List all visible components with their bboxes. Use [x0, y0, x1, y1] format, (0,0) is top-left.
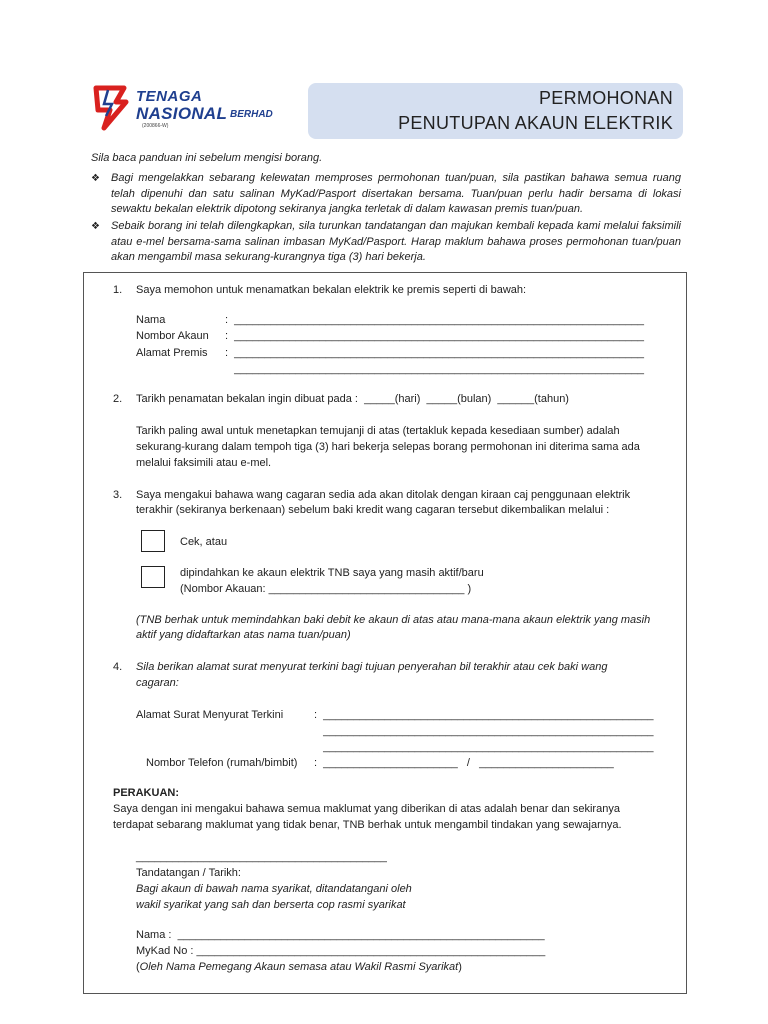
cek-checkbox[interactable]	[141, 530, 165, 552]
tarikh-penamatan-field[interactable]: Tarikh penamatan bekalan ingin dibuat pada : _____(hari) _____(bulan) ______(tahun)	[136, 393, 569, 405]
alamat-premis-label: Alamat Premis	[136, 347, 208, 359]
perakuan-heading: PERAKUAN:	[113, 787, 179, 799]
section-2-note-line3: melalui faksimili atau e-mel.	[136, 457, 272, 469]
instruction-bullet-2-text: Sebaik borang ini telah dilengkapkan, sila turunkan tandatangan dan majukan kembali kepada kami melalui faksimili atau e-mel bersama-sama salinan imbasan MyKad/Pasport. Harap maklum bahawa proses permohonan tuan/puan akan mengambil masa sekurang-kurangnya tiga (3) hari bekerja.	[111, 220, 681, 263]
tnb-logo	[90, 82, 290, 134]
signatory-name-field[interactable]: Nama : ____________________________________________________________	[136, 929, 545, 941]
nombor-telefon-field[interactable]: : ______________________ / ______________________	[314, 757, 614, 769]
section-4-text-line2: cagaran:	[136, 677, 179, 689]
section-3-text-line2: terakhir (sekiranya berkenaan) sebelum baki kredit wang cagaran tersebut dikembalikan melalui :	[136, 504, 610, 516]
section-2-number: 2.	[113, 393, 123, 405]
logo-word-tenaga: TENAGA	[136, 88, 203, 105]
logo-registration: (200866-W)	[142, 123, 169, 129]
nombor-akaun-field[interactable]: : ___________________________________________________________________	[225, 330, 645, 342]
footer-close-paren: )	[458, 961, 462, 973]
alamat-surat-label: Alamat Surat Menyurat Terkini	[136, 709, 284, 721]
instruction-bullet-1-text: Bagi mengelakkan sebarang kelewatan memproses permohonan tuan/puan, sila pastikan bahawa semua ruang telah dipenuhi dan satu salinan MyKad/Pasport disertakan bersama. Tuan/puan perlu hadir bersama di lokasi sewaktu bekalan elektrik dipotong sekiranya jangka terletak di dalam kawasan premis tuan/puan.	[111, 172, 681, 215]
signature-note-line2: wakil syarikat yang sah dan berserta cop rasmi syarikat	[136, 899, 406, 911]
signature-label: Tandatangan / Tarikh:	[136, 867, 241, 879]
section-3-number: 3.	[113, 489, 123, 501]
form-title-line1: PERMOHONAN	[538, 88, 673, 108]
bullet-diamond-icon: ❖	[91, 221, 100, 232]
alamat-surat-field-2[interactable]: ______________________________________________________	[314, 725, 654, 737]
section-3-note-line2: aktif yang didaftarkan atas nama tuan/puan)	[136, 629, 351, 641]
perakuan-text-line2: terdapat sebarang maklumat yang tidak benar, TNB berhak untuk mengambil tindakan yang sewajarnya.	[113, 819, 622, 831]
transfer-option-label: dipindahkan ke akaun elektrik TNB saya yang masih aktif/baru	[180, 567, 484, 579]
logo-word-berhad: BERHAD	[230, 109, 273, 120]
instruction-bullet-1	[91, 171, 681, 218]
signature-note-line1: Bagi akaun di bawah nama syarikat, ditandatangani oleh	[136, 883, 412, 895]
section-1-text: Saya memohon untuk menamatkan bekalan elektrik ke premis seperti di bawah:	[136, 284, 527, 296]
transfer-account-checkbox[interactable]	[141, 566, 165, 588]
alamat-premis-field[interactable]: : ___________________________________________________________________	[225, 347, 645, 359]
section-3-text-line1: Saya mengakui bahawa wang cagaran sedia ada akan ditolak dengan kiraan caj penggunaan elektrik	[136, 489, 631, 501]
signatory-footer	[136, 960, 462, 975]
form-title-box	[308, 83, 683, 139]
instruction-bullet-2	[91, 219, 681, 266]
bullet-diamond-icon: ❖	[91, 173, 100, 184]
nombor-akauan-field[interactable]: (Nombor Akauan: ________________________________ )	[180, 583, 472, 595]
alamat-premis-field-2[interactable]: ___________________________________________________________________	[225, 363, 645, 375]
alamat-surat-field[interactable]: : ______________________________________________________	[314, 709, 654, 721]
signature-line[interactable]: _________________________________________	[136, 851, 387, 863]
footer-italic-text: Oleh Nama Pemegang Akaun semasa atau Wakil Rasmi Syarikat	[139, 961, 459, 973]
tnb-logo-icon	[90, 82, 134, 132]
section-4-text-line1: Sila berikan alamat surat menyurat terkini bagi tujuan penyerahan bil terakhir atau cek baki wang	[136, 661, 608, 673]
section-4-number: 4.	[113, 661, 123, 673]
section-3-note-line1: (TNB berhak untuk memindahkan baki debit ke akaun di atas atau mana-mana akaun elektrik yang masih	[136, 614, 651, 626]
nombor-telefon-label: Nombor Telefon (rumah/bimbit)	[146, 757, 298, 769]
alamat-surat-field-3[interactable]: ______________________________________________________	[314, 741, 654, 753]
section-2-note-line2: sekurang-kurang dalam tempoh tiga (3) hari bekerja selepas borang permohonan ini diterima sama ada	[136, 441, 640, 453]
mykad-field[interactable]: MyKad No : _________________________________________________________	[136, 945, 546, 957]
perakuan-text-line1: Saya dengan ini mengakui bahawa semua maklumat yang diberikan di atas adalah benar dan sekiranya	[113, 803, 620, 815]
cek-option-label: Cek, atau	[180, 536, 228, 548]
nama-label: Nama	[136, 314, 166, 326]
nombor-akaun-label: Nombor Akaun	[136, 330, 209, 342]
form-title-line2: PENUTUPAN AKAUN ELEKTRIK	[398, 113, 673, 133]
section-2-note-line1: Tarikh paling awal untuk menetapkan temujanji di atas (tertakluk kepada kesediaan sumber) adalah	[136, 425, 620, 437]
logo-word-nasional: NASIONAL	[136, 104, 228, 123]
nama-field[interactable]: : ___________________________________________________________________	[225, 314, 645, 326]
section-1-number: 1.	[113, 284, 123, 296]
guide-text: Sila baca panduan ini sebelum mengisi borang.	[91, 152, 323, 164]
footer-open-paren: (	[136, 961, 140, 973]
